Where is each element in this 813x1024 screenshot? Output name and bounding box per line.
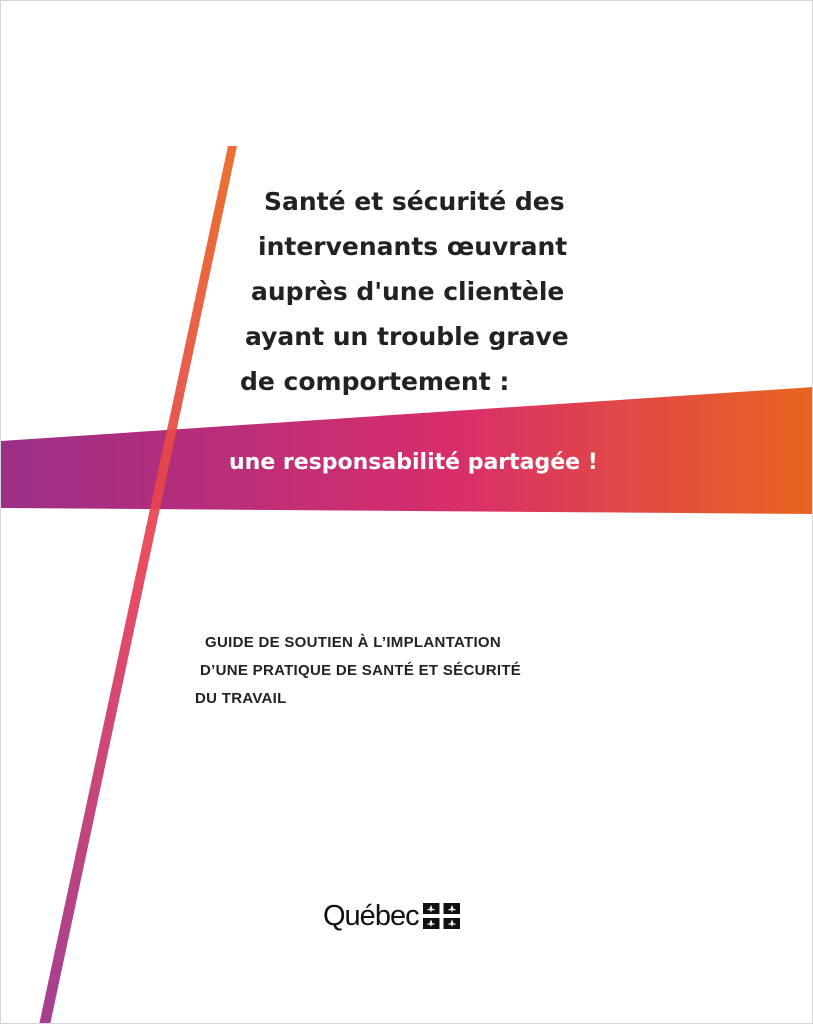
guide-line-3: DU TRAVAIL xyxy=(195,690,287,707)
title-line-4: ayant un trouble grave xyxy=(245,322,569,351)
title-line-5: de comportement : xyxy=(240,367,510,396)
document-title xyxy=(201,179,601,404)
quebec-logo xyxy=(323,896,460,936)
guide-line-2: D’UNE PRATIQUE DE SANTÉ ET SÉCURITÉ xyxy=(200,662,522,679)
logo-text: Québec xyxy=(323,899,419,932)
title-line-1: Santé et sécurité des xyxy=(264,187,565,216)
guide-line-1: GUIDE DE SOUTIEN À L’IMPLANTATION xyxy=(205,634,502,651)
guide-heading xyxy=(191,629,611,713)
title-line-3: auprès d'une clientèle xyxy=(251,277,565,306)
cover-graphics xyxy=(1,1,813,1024)
fleur-de-lis-flag-icon xyxy=(423,903,460,929)
title-line-2: intervenants œuvrant xyxy=(258,232,568,261)
document-subtitle: une responsabilité partagée ! xyxy=(229,450,598,475)
